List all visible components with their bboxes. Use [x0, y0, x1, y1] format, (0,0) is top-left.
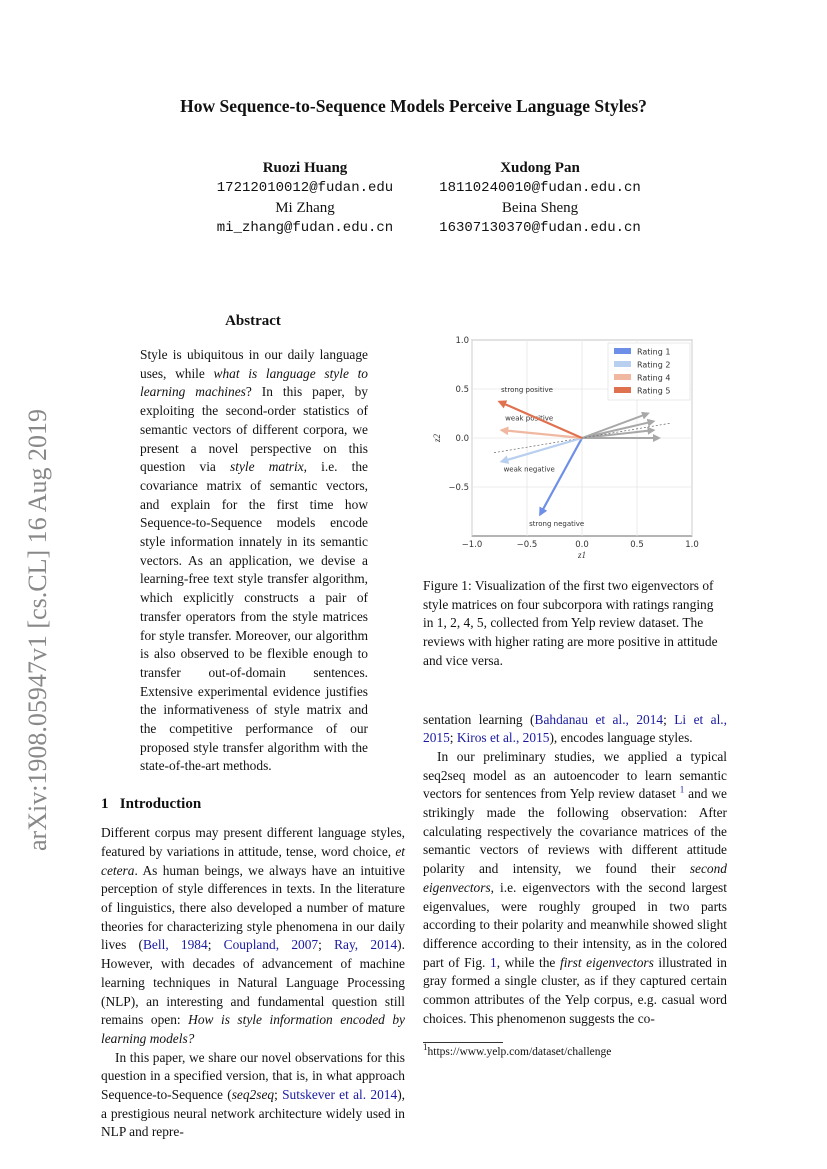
citation-link[interactable]: Ray, 2014 — [334, 937, 398, 953]
body-text: , while the — [496, 954, 560, 970]
author-email: 18110240010@fudan.edu.cn — [439, 180, 641, 196]
emphasis-text: second eigenvectors — [423, 861, 727, 895]
x-axis-label: z1 — [577, 550, 587, 560]
paragraph — [423, 748, 727, 1029]
citation-link[interactable]: Bahdanau et al., 2014 — [534, 711, 664, 727]
figure-1-caption: Figure 1: Visualization of the first two eigenvectors of style matrices on four subcorpora with ratings ranging in 1, 2, 4, 5, collected from Yelp review dataset. The reviews with higher rating are more positive in attitude and vice versa. — [423, 578, 718, 668]
paragraph — [101, 824, 405, 1048]
citation-link[interactable]: 1 — [490, 954, 497, 970]
legend-swatch — [614, 387, 631, 393]
arrow-annotation: weak negative — [503, 465, 555, 474]
y-tick-label: 0.0 — [455, 434, 469, 444]
legend-swatch — [614, 361, 631, 367]
author-name: Ruozi Huang — [262, 160, 348, 176]
citation-link[interactable]: Coupland, 2007 — [223, 937, 319, 953]
arrow-annotation: weak positive — [505, 414, 554, 423]
body-text: ; — [663, 711, 675, 727]
body-text: , i.e. the covariance matrix of semantic vectors, and explain for the first time how Sequence-to-Sequence models encode style information innately in its semantic vectors. As an application, we devise a learning-free text style transfer algorithm, which explicitly constructs a pair of transfer operators from the style matrices for style transfer. Moreover, our algorithm is also observed to be flexible enough to transfer out-of-domain sentences. Extensive experimental evidence justifies the informativeness of style matrix and the competitive performance of our proposed style transfer algorithm with the state-of-the-art methods. — [140, 459, 368, 774]
footnote-link[interactable]: 1 — [679, 784, 685, 795]
body-text: , i.e. eigenvectors with the second largest eigenvalues, were roughly grouped in two parts according to their polarity and meanwhile showed slight difference according to their intensity, as in the colored part of Fig. — [423, 879, 727, 970]
x-tick-label: 0.5 — [630, 540, 644, 550]
legend-entry: Rating 2 — [637, 360, 671, 370]
section-title: Introduction — [119, 796, 202, 813]
author-email: 16307130370@fudan.edu.cn — [439, 220, 641, 236]
footnote-rule — [423, 1042, 503, 1043]
y-tick-label: 0.5 — [455, 385, 469, 395]
y-axis-label: z2 — [432, 433, 442, 443]
emphasis-text: style matrix — [230, 459, 304, 475]
author-name: Mi Zhang — [275, 200, 335, 216]
footnote-mark: 1 — [423, 1042, 428, 1053]
body-text: ), encodes language styles. — [549, 730, 693, 746]
section-number: 1 — [101, 796, 109, 813]
right-column — [423, 330, 727, 1060]
legend-entry: Rating 5 — [637, 386, 671, 396]
citation-link[interactable]: Kiros et al., 2015 — [456, 730, 550, 746]
legend-entry: Rating 1 — [637, 347, 671, 357]
abstract-heading: Abstract — [225, 313, 281, 329]
body-text: ), a prestigious neural network architecture widely used in NLP and repre- — [101, 1087, 405, 1140]
author-name: Xudong Pan — [500, 160, 580, 176]
x-tick-label: 1.0 — [685, 540, 699, 550]
left-column-text — [101, 824, 405, 1142]
body-text: In this paper, we share our novel observations for this question in a specified version, that is, in what approach Sequence-to-Sequence ( — [101, 1049, 405, 1103]
body-text: ; — [274, 1087, 283, 1103]
arrow-annotation: strong negative — [529, 520, 585, 529]
author-block-right — [390, 158, 690, 238]
arrow-annotation: strong positive — [501, 385, 553, 394]
arxiv-side-stamp: arXiv:1908.05947v1 [cs.CL] 16 Aug 2019 — [23, 409, 52, 851]
x-tick-label: 0.0 — [575, 540, 589, 550]
author-email: 17212010012@fudan.edu — [216, 180, 394, 196]
citation-link[interactable]: Bell, 1984 — [143, 937, 208, 953]
body-text: Different corpus may present different language styles, featured by variations in attitude, tense, word choice, — [101, 825, 405, 859]
paragraph — [423, 711, 727, 748]
figure-1-plot — [430, 330, 720, 560]
body-text: In our preliminary studies, we applied a typical seq2seq model as an autoencoder to learn semantic vectors for sentences from Yelp review dataset — [423, 748, 727, 802]
body-text: ; — [318, 937, 335, 953]
left-column — [101, 311, 405, 1142]
body-text: ). However, with decades of advancement of machine learning techniques in Natural Language Processing (NLP), an interesting and fundamental question still remains open: — [101, 937, 405, 1028]
emphasis-text: first eigenvectors — [559, 954, 654, 970]
body-text: . As human beings, we always have an intuitive perception of style differences in texts. In the literature of linguistics, there also developed a number of mature theories for characterizing style phenomena in our daily lives ( — [101, 862, 405, 953]
body-text: sentation learning ( — [423, 711, 535, 727]
body-text: ; — [449, 730, 457, 746]
y-tick-label: −0.5 — [448, 483, 469, 493]
x-tick-label: −0.5 — [516, 540, 538, 550]
footnote-url: https://www.yelp.com/dataset/challenge — [427, 1046, 612, 1059]
legend-swatch — [614, 374, 631, 380]
abstract-body — [140, 346, 368, 776]
body-text: ? In this paper, by exploiting the second-order statistics of semantic vectors of different corpora, we present a novel perspective on this question via — [140, 384, 368, 475]
emphasis-text: what is language style to learning machines — [140, 365, 368, 400]
author-email: mi_zhang@fudan.edu.cn — [216, 220, 394, 236]
paragraph — [101, 1049, 405, 1143]
emphasis-text: How is style information encoded by learning models? — [101, 1012, 405, 1046]
legend-entry: Rating 4 — [637, 373, 671, 383]
citation-link[interactable]: Li et al., 2015 — [423, 711, 728, 746]
section-heading-introduction — [101, 794, 405, 814]
body-text: Style is ubiquitous in our daily language uses, while — [140, 347, 368, 381]
y-tick-label: 1.0 — [455, 336, 469, 346]
footnote — [423, 1042, 727, 1060]
paper-title: How Sequence-to-Sequence Models Perceive Language Styles? — [180, 96, 647, 116]
body-text: and we strikingly made the following observation: After calculating respectively the covariance matrices of the semantic vectors of reviews with different attitude polarity and intensity, we found their — [423, 786, 727, 877]
body-text: ; — [207, 937, 224, 953]
citation-link[interactable]: Sutskever et al. 2014 — [282, 1087, 398, 1103]
right-column-text — [423, 711, 727, 1029]
author-name: Beina Sheng — [501, 200, 579, 216]
x-tick-label: −1.0 — [461, 540, 483, 550]
legend-swatch — [614, 348, 631, 354]
emphasis-text: seq2seq — [231, 1087, 275, 1103]
legend — [608, 343, 690, 400]
body-text: illustrated in gray formed a single cluster, as if they captured certain common attributes of the Yelp corpus, e.g. casual word choices. This phenomenon suggests the co- — [423, 954, 727, 1026]
emphasis-text: et cetera — [101, 843, 405, 878]
